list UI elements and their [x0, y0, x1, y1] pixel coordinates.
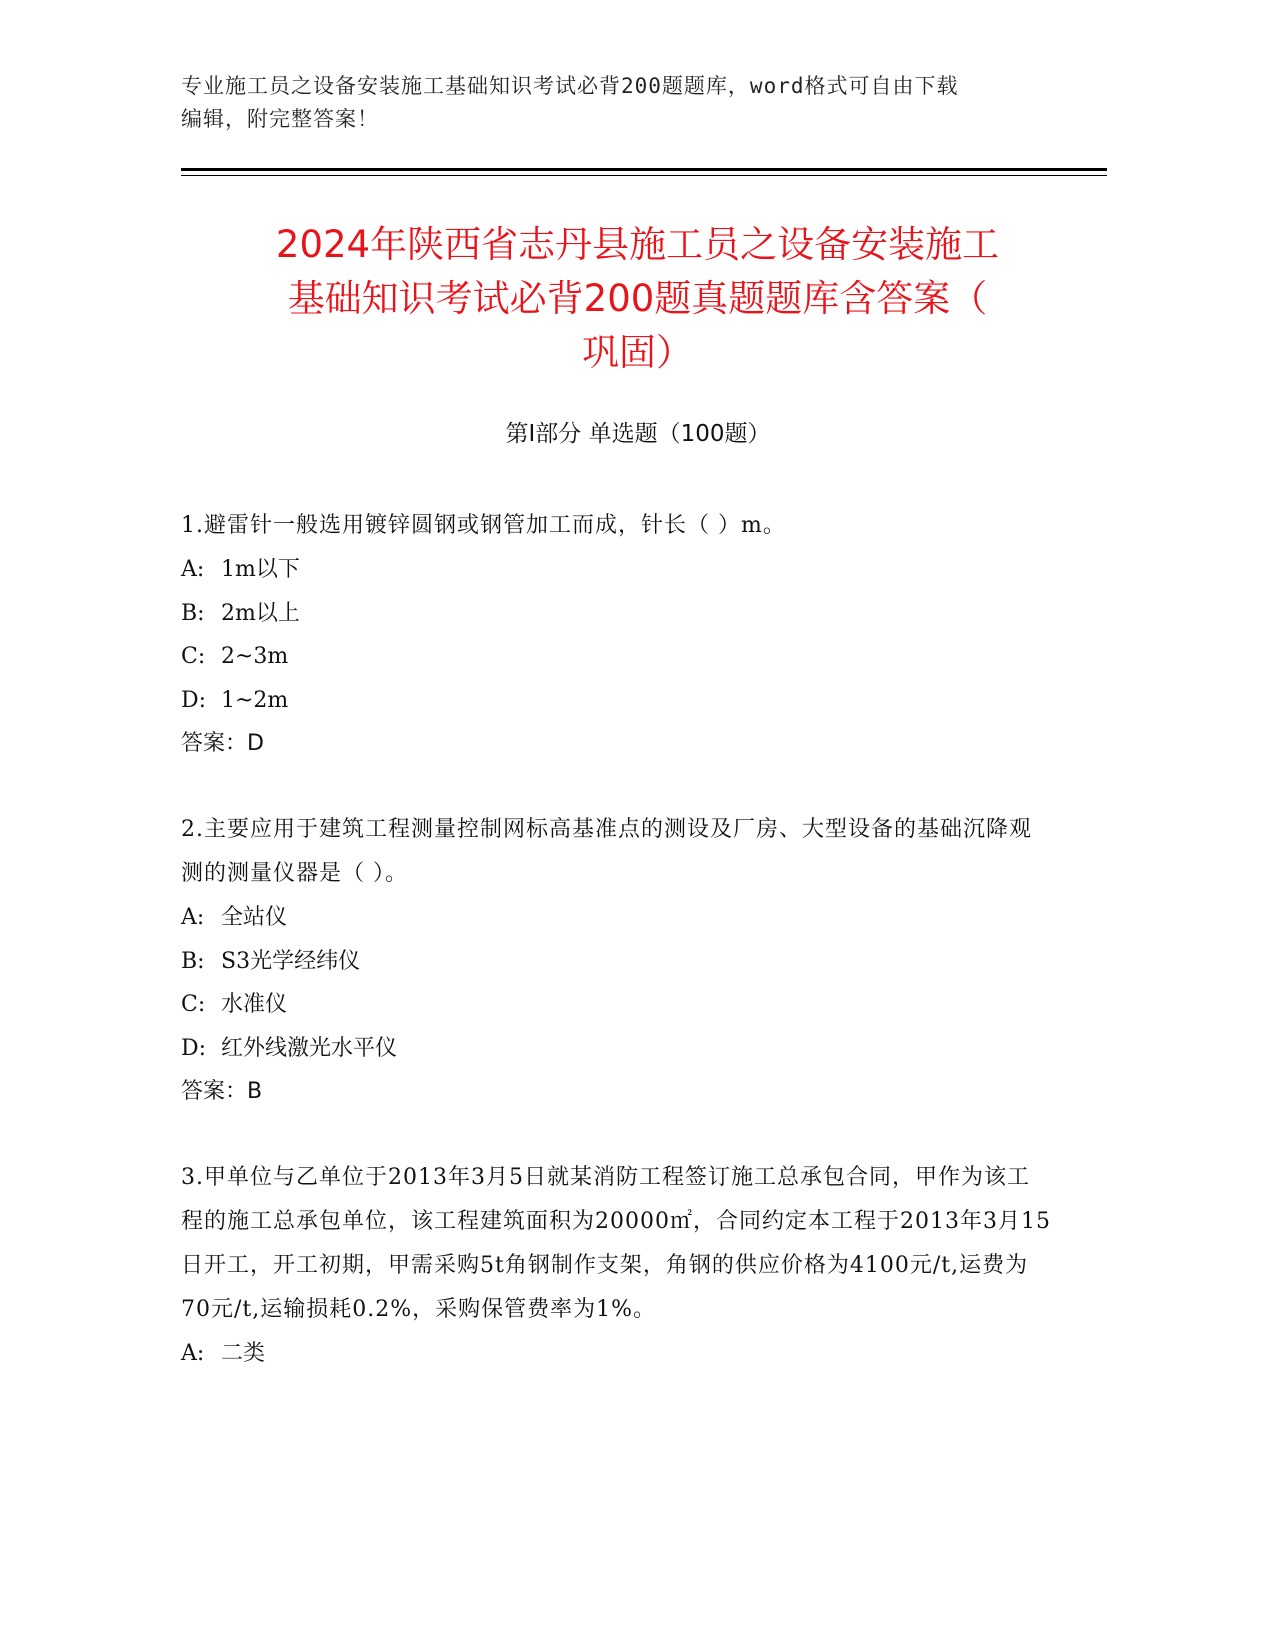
option-key: D: [181, 687, 207, 713]
option-list [181, 1332, 1051, 1376]
option-key: A: [181, 557, 205, 582]
option-a [181, 548, 1051, 592]
option-key: B: [181, 948, 205, 974]
question-2 [181, 808, 1051, 1114]
option-key: A: [181, 1341, 205, 1366]
title-line-1: 2024年陕西省志丹县施工员之设备安装施工 [275, 223, 1000, 266]
question-text: 1.避雷针一般选用镀锌圆钢或钢管加工而成，针长（ ）m。 [181, 513, 786, 538]
section-title: 第Ⅰ部分 单选题（100题） [505, 421, 771, 447]
option-key: A: [181, 905, 205, 930]
option-list [181, 548, 1051, 722]
header-note-line-2: 编辑，附完整答案！ [181, 107, 379, 131]
question-1 [181, 504, 1051, 766]
option-key: C: [181, 992, 206, 1017]
answer: 答案：D [181, 731, 264, 756]
document-title [150, 218, 1125, 380]
question-text: 3.甲单位与乙单位于2013年3月5日就某消防工程签订施工总承包合同，甲作为该工程的施工总承包单位，该工程建筑面积为20000㎡，合同约定本工程于2013年3月15日开工，开工初期，甲需采购5t角钢制作支架，角钢的供应价格为4100元/t,运费为70元/t,运输损耗0.2%，采购保管费率为1%。 [181, 1165, 1051, 1322]
question-text: 2.主要应用于建筑工程测量控制网标高基准点的测设及厂房、大型设备的基础沉降观测的测量仪器是（ ）。 [181, 817, 1032, 886]
option-text: 1m以下 [221, 557, 300, 582]
option-key: D: [181, 1035, 207, 1061]
option-d [181, 679, 1051, 723]
option-a [181, 1332, 1051, 1376]
option-text: 红外线激光水平仪 [221, 1035, 398, 1061]
option-c [181, 983, 1051, 1027]
option-d [181, 1027, 1051, 1071]
option-text: 全站仪 [221, 905, 288, 930]
option-key: C: [181, 644, 206, 669]
answer: 答案：B [181, 1079, 263, 1104]
option-text: 2m以上 [221, 600, 300, 626]
header-rule-thin [181, 175, 1107, 176]
option-text: 水准仪 [221, 992, 288, 1017]
title-line-3: 巩固） [582, 331, 693, 374]
option-b [181, 940, 1051, 984]
option-b [181, 592, 1051, 636]
option-text: S3光学经纬仪 [221, 948, 361, 974]
option-a [181, 896, 1051, 940]
question-3 [181, 1156, 1051, 1376]
option-text: 1~2m [221, 687, 289, 713]
header-rule-thick [181, 168, 1107, 171]
option-list [181, 896, 1051, 1070]
option-text: 二类 [221, 1341, 266, 1366]
option-c [181, 635, 1051, 679]
option-key: B: [181, 600, 205, 626]
header-note-line-1: 专业施工员之设备安装施工基础知识考试必背200题题库，word格式可自由下载 [181, 74, 959, 98]
option-text: 2~3m [221, 644, 289, 669]
title-line-2: 基础知识考试必背200题真题题库含答案（ [287, 277, 988, 320]
header-note [181, 70, 1081, 136]
